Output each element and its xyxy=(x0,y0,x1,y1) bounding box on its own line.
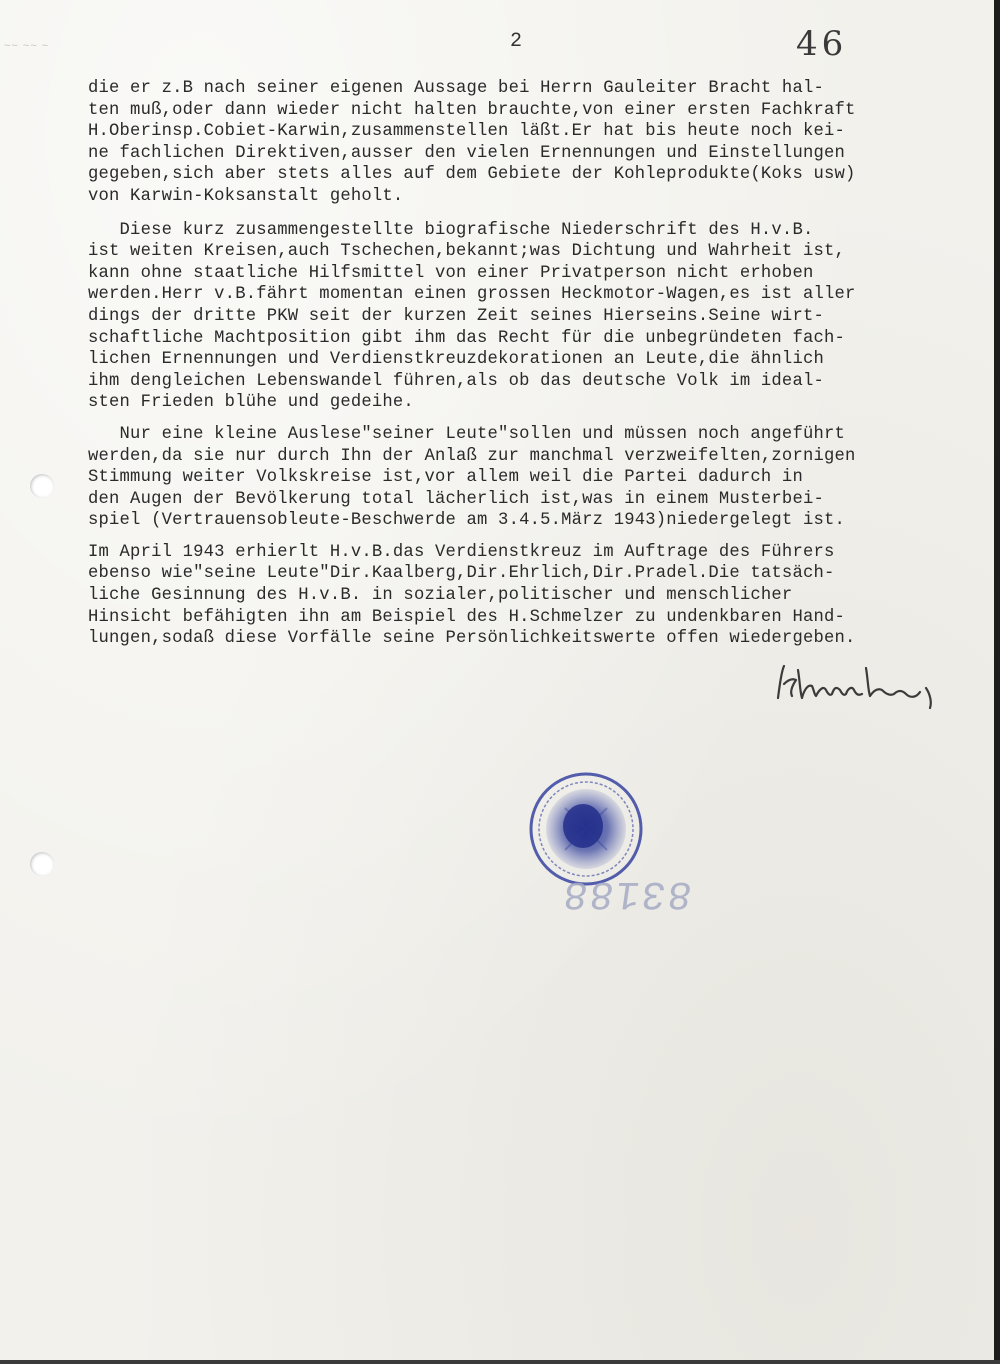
page-number: 2 xyxy=(510,30,523,53)
text-line: Im April 1943 erhierlt H.v.B.das Verdienstkreuz im Auftrage des Führers xyxy=(88,542,835,562)
text-line: werden,da sie nur durch Ihn der Anlaß zur manchmal verzweifelten,zornigen xyxy=(88,446,856,466)
punch-hole xyxy=(30,852,54,876)
archive-number-stamp: 83188 xyxy=(558,870,696,915)
folio-number: 46 xyxy=(796,24,848,64)
text-line: lichen Ernennungen und Verdienstkreuzdekorationen an Leute,die ähnlich xyxy=(88,350,824,370)
text-line: gegeben,sich aber stets alles auf dem Gebiete der Kohleprodukte(Koks usw) xyxy=(88,165,856,185)
body-text xyxy=(88,78,1000,650)
text-line: werden.Herr v.B.fährt momentan einen grossen Heckmotor-Wagen,es ist aller xyxy=(88,285,856,305)
scan-edge-bottom xyxy=(0,1360,1000,1364)
faint-pencil-mark: ~~ ~~ ~ xyxy=(4,40,50,52)
text-line: Nur eine kleine Auslese"seiner Leute"sollen und müssen noch angeführt xyxy=(88,424,846,444)
text-line: Diese kurz zusammengestellte biografische Niederschrift des H.v.B. xyxy=(88,220,814,240)
text-line: spiel (Vertrauensobleute-Beschwerde am 3.4.5.März 1943)niedergelegt ist. xyxy=(88,511,846,531)
text-line: ebenso wie"seine Leute"Dir.Kaalberg,Dir.Ehrlich,Dir.Pradel.Die tatsäch- xyxy=(88,564,835,584)
text-line: H.Oberinsp.Cobiet-Karwin,zusammenstellen läßt.Er hat bis heute noch kei- xyxy=(88,122,846,142)
text-line: ten muß,oder dann wieder nicht halten brauchte,von einer ersten Fachkraft xyxy=(88,100,856,120)
text-line: schaftliche Machtposition gibt ihm das Recht für die unbegründeten fach- xyxy=(88,328,846,348)
paragraph-3 xyxy=(88,424,1000,532)
text-line: dings der dritte PKW seit der kurzen Zeit seines Hierseins.Seine wirt- xyxy=(88,306,824,326)
text-line: Hinsicht befähigten ihn am Beispiel des H.Schmelzer zu undenkbaren Hand- xyxy=(88,607,846,627)
text-line: den Augen der Bevölkerung total lächerlich ist,was in einem Musterbei- xyxy=(88,489,824,509)
text-line: sten Frieden blühe und gedeihe. xyxy=(88,393,414,413)
text-line: von Karwin-Koksanstalt geholt. xyxy=(88,186,404,206)
punch-hole xyxy=(30,474,54,498)
text-line: ist weiten Kreisen,auch Tschechen,bekannt;was Dichtung und Wahrheit ist, xyxy=(88,242,846,262)
text-line: die er z.B nach seiner eigenen Aussage bei Herrn Gauleiter Bracht hal- xyxy=(88,79,824,98)
text-line: liche Gesinnung des H.v.B. in sozialer,politischer und menschlicher xyxy=(88,586,793,606)
paragraph-2 xyxy=(88,220,1000,414)
text-line: ne fachlichen Direktiven,ausser den vielen Ernennungen und Einstellungen xyxy=(88,143,846,163)
handwritten-signature xyxy=(770,660,960,710)
text-line: lungen,sodaß diese Vorfälle seine Persönlichkeitswerte offen wiedergeben. xyxy=(88,629,856,649)
text-line: Stimmung weiter Volkskreise ist,vor allem weil die Partei dadurch in xyxy=(88,468,803,488)
paragraph-1 xyxy=(88,78,1000,208)
text-line: kann ohne staatliche Hilfsmittel von einer Privatperson nicht erhoben xyxy=(88,263,814,283)
paragraph-4 xyxy=(88,542,1000,650)
text-line: ihm dengleichen Lebenswandel führen,als ob das deutsche Volk im ideal- xyxy=(88,371,824,391)
